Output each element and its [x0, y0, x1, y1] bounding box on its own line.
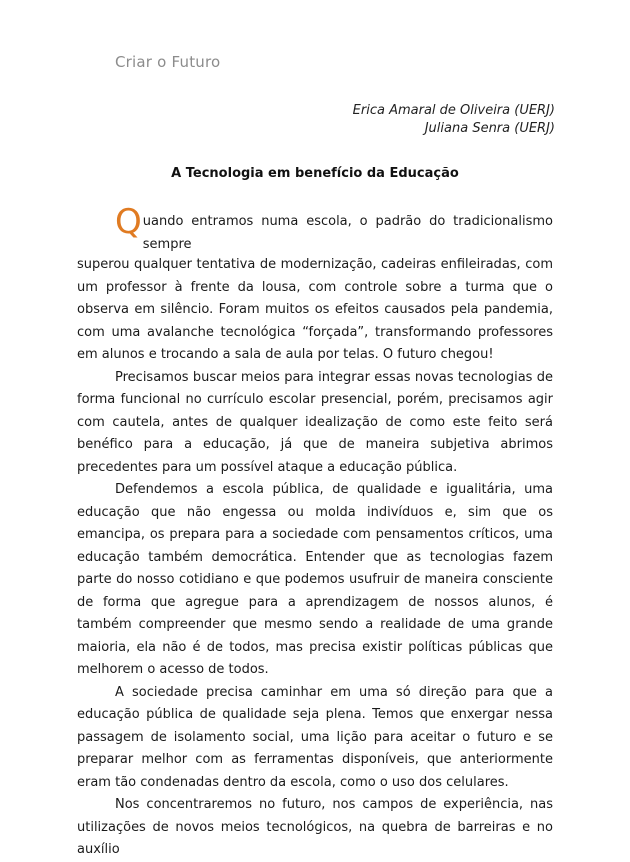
- paragraph-text: superou qualquer tentativa de modernização, cadeiras enfileiradas, com um professor à frente da lousa, com controle sobre a turma que o observa em silêncio. Foram muitos os efeitos causados pela pandemia, com uma avalanche tecnológica “forçada”, transformando professores em alunos e trocando a sala de aula por telas. O futuro chegou!: [77, 257, 553, 362]
- opening-line: [77, 202, 553, 254]
- paragraph: Precisamos buscar meios para integrar essas novas tecnologias de forma funcional no currículo escolar presencial, porém, precisamos agir com cautela, antes de qualquer idealização de como este feito será benéfico para a educação, já que de maneira subjetiva abrimos precedentes para um possível ataque a educação pública.: [77, 369, 553, 475]
- paragraph: A sociedade precisa caminhar em uma só direção para que a educação pública de qualidade seja plena. Temos que enxergar nessa passagem de isolamento social, uma lição para aceitar o futuro e se preparar melhor com as ferramentas disponíveis, que anteriormente eram tão condenadas dentro da escola, como o uso dos celulares.: [77, 684, 553, 790]
- author-name: Erica Amaral de Oliveira (UERJ): [352, 103, 555, 118]
- opening-line-text: uando entramos numa escola, o padrão do tradicionalismo sempre: [142, 214, 553, 252]
- paragraph: [77, 202, 553, 367]
- author-block: [353, 102, 555, 138]
- paragraph: Nos concentraremos no futuro, nos campos de experiência, nas utilizações de novos meios tecnológicos, na quebra de barreiras e no auxílio: [77, 797, 553, 857]
- article-body: [77, 202, 553, 862]
- author-name: Juliana Senra (UERJ): [424, 121, 555, 136]
- drop-cap: Q: [115, 202, 142, 242]
- paragraph: Defendemos a escola pública, de qualidade e igualitária, uma educação que não engessa ou molda indivíduos e, sim que os emancipa, os prepara para a sociedade com pensamentos críticos, uma educação também democrática. Entender que as tecnologias fazem parte do nosso cotidiano e que podemos usufruir de maneira consciente de forma que agregue para a aprendizagem de nossos alunos, é também compreender que mesmo sendo a realidade de uma grande maioria, ela não é de todos, mas precisa existir políticas públicas que melhorem o acesso de todos.: [77, 482, 553, 677]
- running-header: Criar o Futuro: [115, 53, 221, 71]
- article-title: A Tecnologia em benefício da Educação: [171, 166, 459, 181]
